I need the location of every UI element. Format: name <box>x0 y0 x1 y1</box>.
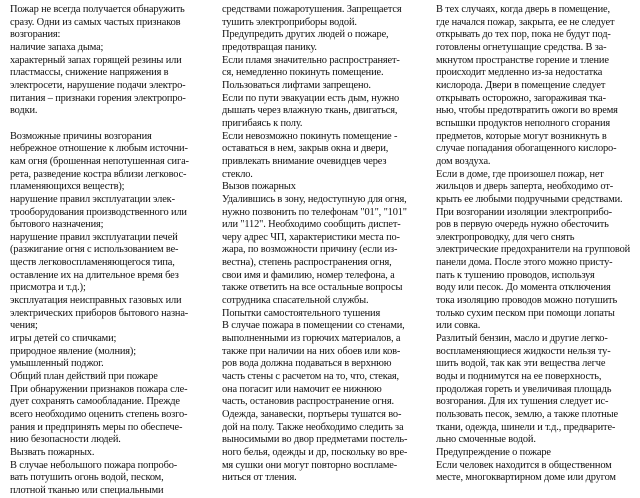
text-line: черу адрес ЧП, характеристики места по- <box>222 231 400 243</box>
text-line: возгорания: <box>10 29 61 41</box>
text-line: Пожар не всегда получается обнаружить <box>10 4 185 15</box>
text-line: В случае пожара в помещении со стенами, <box>222 320 405 332</box>
text-line: открывать осторожно, загораживая тка- <box>436 92 606 104</box>
text-line: эксплуатация неисправных газовых или <box>10 295 182 307</box>
text-line: умышленный поджог. <box>10 358 104 370</box>
text-line: пламеняющихся веществ); <box>10 181 125 193</box>
text-column-2 <box>222 4 419 485</box>
text-line: кам огня (брошенная непотушенная сига- <box>10 155 189 167</box>
text-line: часть, остановив распространение огня. <box>222 396 394 408</box>
text-line: Вызвать пожарных. <box>10 446 95 458</box>
text-line: природное явление (молния); <box>10 345 136 357</box>
text-line: Разлитый бензин, масло и другие легко- <box>436 333 608 345</box>
text-line: крыть ее любыми подручными средствами. <box>436 193 623 205</box>
text-line: пригибаясь к полу. <box>222 117 303 129</box>
text-line: Вызов пожарных <box>222 181 296 193</box>
text-line: ся, немедленно покинуть помещение. <box>222 67 384 79</box>
text-line: продолжая гореть и увеличивая площадь <box>436 383 612 395</box>
text-line: пользовать песок, землю, а также плотные <box>436 409 618 420</box>
text-line: месте, многоквартирном доме или другом <box>436 472 616 484</box>
text-line: ниться от тления. <box>222 472 297 484</box>
text-line: пать к тушению проводов, используя <box>436 269 595 281</box>
text-line: ткани, одежда, шинели и т.д., предварите- <box>436 421 616 433</box>
text-line: стекло. <box>222 168 253 180</box>
text-line: всего необходимо оценить степень возго- <box>10 409 188 420</box>
text-line: При возгорании изоляции электроприбо- <box>436 206 612 218</box>
text-line: Попытки самостоятельного тушения <box>222 307 381 319</box>
text-line: или совка. <box>436 320 481 332</box>
text-line: предметов, которые могут возникнуть в <box>436 130 607 142</box>
text-line: выносимыми во двор предметами постель- <box>222 434 408 446</box>
text-line: Пользоваться лифтами запрещено. <box>222 79 371 91</box>
text-line: дом воздуха. <box>436 155 491 167</box>
text-line: льно смоченные водой. <box>436 434 536 446</box>
text-line: где начался пожар, закрыта, ее не следует <box>436 16 615 28</box>
text-line: сразу. Одни из самых частых признаков <box>10 16 181 28</box>
text-column-3 <box>436 4 633 485</box>
text-line: наличие запаха дыма; <box>10 41 104 53</box>
text-line: нарушение правил эксплуатации элек- <box>10 193 175 205</box>
text-line: оставаться в нем, закрыв окна и двери, <box>222 143 389 155</box>
text-column-1 <box>10 4 207 498</box>
text-line: средствами пожаротушения. Запрещается <box>222 4 402 15</box>
text-line: нью, чтобы предотвратить ожоги во время <box>436 105 618 117</box>
text-line: Если человек находится в общественном <box>436 459 612 471</box>
text-line: чения; <box>10 320 38 332</box>
text-line: выполненными из горючих материалов, а <box>222 333 401 345</box>
text-line: характерный запах горящей резины или <box>10 54 182 66</box>
text-line: ров вода должна подаваться в верхнюю <box>222 358 392 370</box>
text-line: нию безопасности людей. <box>10 434 121 446</box>
text-line: возгорания. Для их тушения следует ис- <box>436 396 609 408</box>
text-line: дует сохранять самообладание. Прежде <box>10 396 180 408</box>
text-line: небрежное отношение к любым источни- <box>10 143 188 155</box>
text-line: воду или песок. До момента отключения <box>436 282 611 294</box>
text-line: воды и поднимутся на ее поверхность, <box>436 371 602 383</box>
text-line: рета, разведение костра вблизи легковос- <box>10 168 187 180</box>
text-line: Если по пути эвакуации есть дым, нужно <box>222 92 400 104</box>
text-line: мкнутом пространстве горение и тление <box>436 54 609 66</box>
text-line: Если пламя значительно распространяет- <box>222 54 400 66</box>
text-line: случае попадания обогащенного кислоро- <box>436 143 617 155</box>
text-line: Одежда, занавески, портьеры тушатся во- <box>222 409 402 420</box>
text-line: панели дома. После этого можно присту- <box>436 257 613 269</box>
text-line: Если невозможно покинуть помещение - <box>222 130 398 142</box>
text-line: жильцов и дверь заперта, необходимо от- <box>436 181 614 193</box>
text-line: кислорода. Двери в помещение следует <box>436 79 606 91</box>
text-line: При обнаружении признаков пожара сле- <box>10 383 188 395</box>
text-line: бытового назначения; <box>10 219 104 231</box>
text-line: дой на полу. Также необходимо следить за <box>222 421 404 433</box>
text-line: жара, по возможности причину (если из- <box>222 244 398 256</box>
text-line: шить водой, так как эти вещества легче <box>436 358 606 370</box>
text-line: только сухим песком при помощи лопаты <box>436 307 615 319</box>
text-line: рания и предпринять меры по обеспече- <box>10 421 183 433</box>
text-line: мя сушки они могут повторно воспламе- <box>222 459 398 471</box>
text-line: пластмассы, снижение напряжения в <box>10 67 169 79</box>
text-line: (разжигание огня с использованием ве- <box>10 244 179 256</box>
text-line: Если в доме, где произошел пожар, нет <box>436 168 604 180</box>
text-line: тока изоляцию проводов можно потушить <box>436 295 618 307</box>
text-line: электрических приборов бытового назна- <box>10 307 189 319</box>
text-line: вспышки продуктов неполного сгорания <box>436 117 610 129</box>
text-line: игры детей со спичками; <box>10 333 117 345</box>
text-line: вестна), степень распространения огня, <box>222 257 392 269</box>
text-line: предотвращая панику. <box>222 41 317 53</box>
text-line: В тех случаях, когда дверь в помещение, <box>436 4 610 15</box>
text-line: вать потушить огонь водой, песком, <box>10 472 164 484</box>
text-line: или "112". Необходимо сообщить диспет- <box>222 219 401 231</box>
text-line: Предупреждение о пожаре <box>436 446 551 458</box>
text-line: тушить электроприборы водой. <box>222 16 357 28</box>
text-line: Общий план действий при пожаре <box>10 371 158 383</box>
text-line: готовлены огнетушащие средства. В за- <box>436 41 607 53</box>
text-line: плотной тканью или специальными <box>10 484 164 496</box>
text-line: сотрудника спасательной службы. <box>222 295 369 307</box>
text-line: она погасит или намочит ее нижнюю <box>222 383 382 395</box>
text-line: оставление их на длительное время без <box>10 269 179 281</box>
text-line: электрические предохранители на групповой <box>436 244 631 256</box>
text-line <box>10 118 207 131</box>
text-line: происходит медленно из-за недостатка <box>436 67 603 79</box>
text-line: Удалившись в зону, недоступную для огня, <box>222 193 407 205</box>
text-line: ществ легковоспламеняющегося типа, <box>10 257 175 269</box>
text-line: питания – признаки горения электропро- <box>10 92 186 104</box>
text-line: привлекать внимание очевидцев через <box>222 155 387 167</box>
text-line: ного белья, одежды и др, поскольку во вре- <box>222 446 408 458</box>
text-line: дышать через влажную ткань, двигаться, <box>222 105 398 117</box>
text-line: Возможные причины возгорания <box>10 130 152 142</box>
text-line: также при наличии на них обоев или ков- <box>222 345 401 357</box>
text-line: присмотра и т.д.); <box>10 282 86 294</box>
text-line: нужно позвонить по телефонам "01", "101" <box>222 206 407 218</box>
text-line: часть стены с расчетом на то, что, стекая, <box>222 371 399 383</box>
text-line: воспламеняющиеся жидкости нельзя ту- <box>436 345 611 357</box>
text-line: нарушение правил эксплуатации печей <box>10 231 178 243</box>
text-line: Предупредить других людей о пожаре, <box>222 29 389 41</box>
text-line: открывать до тех пор, пока не будут под- <box>436 29 611 41</box>
text-line: электросети, нарушение подачи электро- <box>10 79 186 91</box>
text-line: трооборудования производственного или <box>10 206 187 218</box>
text-line: ров в первую очередь нужно обесточить <box>436 219 609 231</box>
text-line: В случае небольшого пожара попробо- <box>10 459 178 471</box>
text-line: водки. <box>10 105 38 117</box>
text-line: свои имя и фамилию, номер телефона, а <box>222 269 395 281</box>
text-line: также ответить на все остальные вопросы <box>222 282 403 294</box>
text-line: электропроводку, для чего снять <box>436 231 575 243</box>
